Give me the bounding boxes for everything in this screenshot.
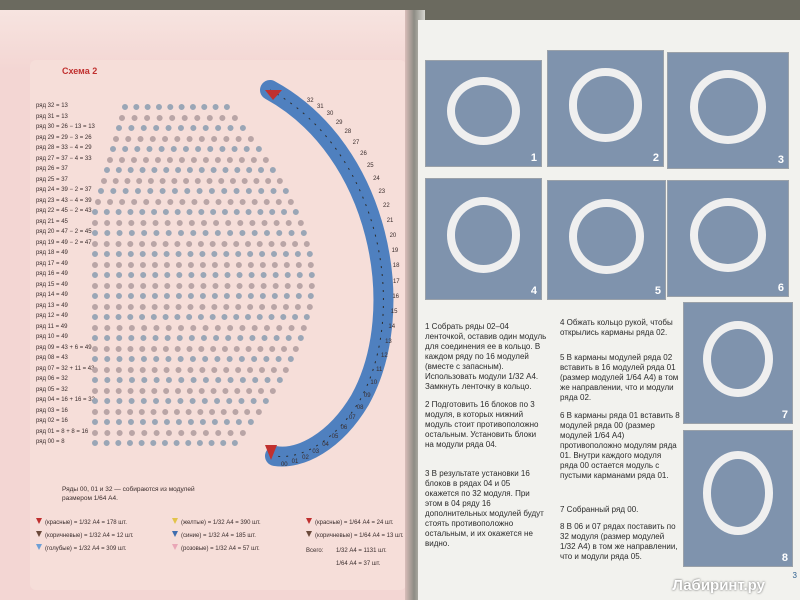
assembly-photo [667, 52, 789, 169]
legend-text: (желтые) = 1/32 А4 = 390 шт. [181, 520, 261, 526]
photo-number: 5 [654, 285, 661, 297]
row-label: ряд 22 = 45 − 2 = 43 [36, 208, 92, 214]
legend-text: (розовые) = 1/32 А4 = 57 шт. [181, 546, 260, 552]
arc-row-number: 31 [316, 104, 324, 111]
triangle-icon [36, 531, 42, 537]
triangle-icon [36, 518, 42, 524]
row-label: ряд 24 = 39 − 2 = 37 [36, 187, 92, 193]
arc-row-number: 27 [352, 139, 360, 146]
row-label: ряд 16 = 49 [36, 271, 68, 277]
row-modules [116, 125, 246, 131]
assembly-photo [425, 178, 542, 300]
paper-ring-model [447, 197, 521, 273]
arc-row-number: 11 [376, 367, 383, 374]
instruction-step: 6 В карманы ряда 01 вставить 8 модулей ряда 00 (размер модулей 1/64 А4) противоположно модулям ряда 01. Внутри каждого модуля ряда 00 остается модуль с пустыми карманами ряда 01. [560, 411, 680, 480]
paper-ring-model [703, 451, 773, 535]
arc-row-number: 22 [382, 203, 390, 210]
legend-item [306, 518, 394, 526]
row-label: ряд 21 = 45 [36, 218, 68, 225]
arc-row-number: 01 [291, 458, 299, 465]
legend-item [36, 544, 127, 552]
instruction-step: 1 Собрать ряды 02–04 ленточкой, оставив один модуль для соединения ее в кольцо. В каждом ряду по 16 модулей (вместе с запасным). Использовать модули 1/32 А4. Замкнуть ленточку в кольцо. [425, 322, 547, 391]
arc-row-number: 03 [312, 448, 320, 455]
row-label: ряд 08 = 43 [36, 355, 68, 361]
row-label: ряд 14 = 49 [36, 292, 68, 298]
assembly-photo [683, 302, 793, 424]
assembly-photo [425, 60, 542, 167]
paper-ring-model [447, 77, 521, 146]
arc-row-number: 00 [280, 462, 288, 469]
row-label: ряд 19 = 49 − 2 = 47 [36, 239, 92, 246]
row-label: ряд 07 = 32 + 11 = 43 [36, 365, 95, 372]
photo-number: 1 [530, 152, 537, 164]
arc-row-number: 16 [392, 293, 399, 300]
arc-row-number: 09 [363, 392, 371, 399]
legend-text: (красные) = 1/64 А4 = 24 шт. [315, 520, 394, 526]
row-label: ряд 04 = 16 + 16 = 32 [36, 397, 95, 403]
arc-row-number: 25 [366, 162, 374, 169]
row-label: ряд 20 = 47 − 2 = 45 [36, 229, 92, 235]
watermark-logo: Лабиринт.ру [672, 577, 765, 594]
arc-row-number: 13 [385, 339, 392, 346]
arc-row-number: 15 [390, 309, 398, 316]
instruction-step: 2 Подготовить 16 блоков по 3 модуля, в которых нижний модуль стоит противоположно остальным. Установить блоки на модули ряда 04. [425, 400, 539, 449]
arc-row-number: 30 [326, 111, 334, 118]
legend-item [306, 531, 404, 539]
arc-row-number: 20 [389, 232, 397, 239]
total-label: Всего: [306, 548, 324, 554]
scheme-title: Схема 2 [62, 66, 98, 76]
row-label: ряд 10 = 49 [36, 334, 68, 340]
arc-row-number: 07 [348, 415, 356, 422]
arc-row-number: 14 [388, 324, 396, 331]
row-label: ряд 02 = 16 [36, 418, 68, 424]
legend-item [36, 518, 127, 526]
arc-row-number: 04 [322, 442, 329, 449]
arc-svg [230, 70, 410, 490]
photo-number: 8 [781, 552, 788, 564]
row-label: ряд 29 = 29 − 3 = 26 [36, 134, 92, 141]
row-label: ряд 27 = 37 − 4 = 33 [36, 155, 92, 162]
legend-text: (коричневые) = 1/64 А4 = 13 шт. [315, 533, 404, 539]
legend-text: (голубые) = 1/32 А4 = 309 шт. [45, 546, 127, 552]
total-1: 1/32 А4 = 1131 шт. [336, 548, 387, 554]
row-label: ряд 26 = 37 [36, 166, 68, 172]
instruction-step: 5 В карманы модулей ряда 02 вставить в 16 модулей ряда 01 (размер модулей 1/64 А4) в том же направлении, что и модули ряда 02. [560, 353, 679, 402]
arc-row-number: 19 [391, 247, 399, 254]
triangle-icon [172, 531, 178, 537]
page-number: 3 [792, 571, 797, 580]
triangle-icon [36, 544, 42, 550]
triangle-icon [172, 518, 178, 524]
paper-ring-model [569, 199, 644, 274]
photo-number: 6 [777, 282, 784, 294]
arc-row-number: 10 [370, 380, 378, 387]
legend-text: (красные) = 1/32 А4 = 178 шт. [45, 520, 127, 526]
row-label: ряд 01 = 8 + 8 = 16 [36, 428, 89, 435]
legend-item [172, 518, 261, 526]
arc-row-number: 06 [340, 425, 348, 432]
row-label: ряд 32 = 13 [36, 103, 68, 109]
instruction-step: 3 В результате установки 16 блоков в рядах 04 и 05 окажется по 32 модуля. При этом в 04 ряду 16 дополнительных модулей будут стоять противоположно остальным, и их окажется не видно. [425, 469, 544, 548]
photo-number: 7 [781, 409, 788, 421]
arc-row-number: 21 [386, 217, 394, 224]
row-label: ряд 25 = 37 [36, 176, 68, 183]
row-label: ряд 05 = 32 [36, 386, 68, 393]
paper-ring-model [569, 68, 643, 142]
legend-text: (коричневые) = 1/32 А4 = 12 шт. [45, 533, 134, 539]
row-label: ряд 31 = 13 [36, 113, 68, 120]
row-label: ряд 00 = 8 [36, 439, 65, 445]
legend-item [36, 531, 134, 539]
row-modules [92, 440, 238, 446]
photo-number: 3 [777, 154, 784, 166]
arc-row-number: 32 [306, 97, 314, 104]
row-label: ряд 17 = 49 [36, 260, 68, 267]
row-label: ряд 06 = 32 [36, 376, 68, 382]
arc-row-number: 08 [356, 404, 364, 411]
row-label: ряд 13 = 49 [36, 302, 68, 309]
row-label: ряд 18 = 49 [36, 250, 68, 256]
arc-row-number: 23 [378, 189, 386, 196]
paper-ring-model [703, 321, 773, 397]
arc-row-number: 28 [344, 129, 352, 136]
triangle-icon [306, 518, 312, 524]
row-label: ряд 12 = 49 [36, 313, 68, 319]
arc-row-number: 24 [373, 175, 380, 182]
instruction-step: 8 В 06 и 07 рядах поставить по 32 модуля (размер модулей 1/32 А4) в том же направлении, что и модули ряда 05. [560, 522, 678, 561]
row-label: ряд 15 = 49 [36, 281, 68, 288]
paper-ring-model [690, 198, 766, 272]
arc-row-number: 12 [380, 353, 388, 360]
instruction-step: 4 Обжать кольцо рукой, чтобы открылись карманы ряда 02. [560, 318, 673, 337]
row-modules [122, 104, 230, 110]
arc-row-number: 26 [360, 150, 367, 157]
total-2: 1/64 А4 = 37 шт. [336, 561, 381, 567]
row-label: ряд 11 = 49 [36, 323, 68, 330]
triangle-icon [306, 531, 312, 537]
row-label: ряд 09 = 43 + 6 = 49 [36, 344, 92, 351]
photo-number: 2 [652, 152, 659, 164]
arc-row-number: 02 [302, 454, 309, 461]
assembly-arc-diagram [230, 70, 410, 490]
rows-note: Ряды 00, 01 и 32 — собираются из модулей размером 1/64 А4. [62, 486, 195, 502]
row-label: ряд 23 = 43 − 4 = 39 [36, 197, 92, 204]
legend-text: (синие) = 1/32 А4 = 185 шт. [181, 533, 256, 539]
arc-row-number: 18 [392, 263, 400, 270]
assembly-photo [547, 50, 664, 167]
arc-row-number: 17 [392, 278, 400, 285]
row-modules [92, 430, 246, 436]
assembly-photo [683, 430, 793, 567]
assembly-photo [667, 180, 789, 297]
arc-row-number: 05 [331, 434, 339, 441]
row-modules [119, 115, 238, 121]
row-label: ряд 28 = 33 − 4 = 29 [36, 145, 92, 151]
arc-row-number: 29 [335, 119, 343, 126]
legend-item [172, 531, 256, 539]
instruction-step: 7 Собранный ряд 00. [560, 505, 639, 514]
assembly-photo [547, 180, 666, 300]
triangle-icon [172, 544, 178, 550]
row-label: ряд 30 = 26 − 13 = 13 [36, 124, 95, 130]
photo-number: 4 [530, 285, 537, 297]
paper-ring-model [690, 70, 766, 144]
row-label: ряд 03 = 16 [36, 407, 68, 414]
legend-item [172, 544, 260, 552]
